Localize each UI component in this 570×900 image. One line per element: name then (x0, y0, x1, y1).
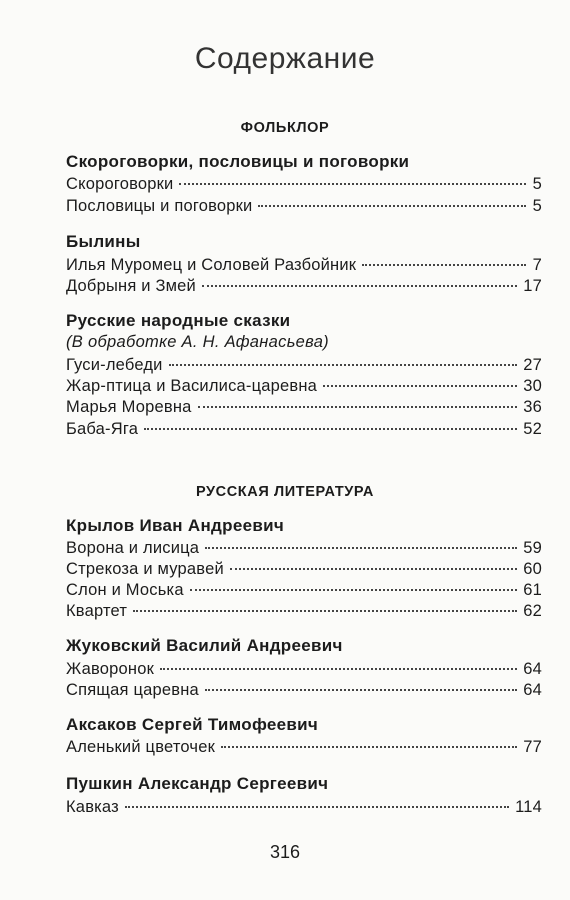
entry-title: Ворона и лисица (66, 539, 200, 557)
dot-leader (205, 547, 517, 549)
entry-title: Слон и Моська (66, 581, 184, 599)
entry-title: Кавказ (66, 798, 119, 816)
entry-page: 27 (523, 356, 542, 374)
entry-title: Жар-птица и Василиса-царевна (66, 377, 318, 395)
entry-title: Илья Муромец и Соловей Разбойник (66, 256, 357, 274)
toc-entry[interactable] (66, 175, 542, 197)
toc-entry[interactable] (66, 581, 542, 603)
entry-page: 60 (523, 560, 542, 578)
entry-page: 5 (532, 175, 542, 193)
group-note: (В обработке А. Н. Афанасьева) (66, 333, 329, 351)
toc-entry[interactable] (66, 356, 542, 378)
toc-entry[interactable] (66, 539, 542, 561)
entry-title: Баба-Яга (66, 420, 139, 438)
entry-title: Аленький цветочек (66, 738, 215, 756)
group-title: Жуковский Василий Андреевич (66, 636, 343, 655)
page-number: 316 (269, 842, 301, 862)
toc-entry[interactable] (66, 681, 542, 703)
entry-page: 36 (523, 398, 542, 416)
dot-leader (198, 406, 518, 408)
entry-title: Марья Моревна (66, 398, 192, 416)
group-title: Русские народные сказки (66, 311, 291, 330)
group-title: Пушкин Александр Сергеевич (66, 774, 329, 793)
toc-entry[interactable] (66, 798, 542, 820)
dot-leader (179, 183, 526, 185)
dot-leader (190, 589, 518, 591)
toc-entry[interactable] (66, 377, 542, 399)
dot-leader (362, 264, 526, 266)
entry-page: 59 (523, 539, 542, 557)
entry-title: Добрыня и Змей (66, 277, 196, 295)
page-title: Содержание (194, 42, 376, 75)
entry-title: Пословицы и поговорки (66, 197, 253, 215)
entry-title: Спящая царевна (66, 681, 199, 699)
entry-page: 61 (523, 581, 542, 599)
entry-page: 77 (523, 738, 542, 756)
dot-leader (125, 806, 509, 808)
entry-title: Гуси-лебеди (66, 356, 163, 374)
entry-title: Стрекоза и муравей (66, 560, 224, 578)
section-heading-russian-literature: РУССКАЯ ЛИТЕРАТУРА (195, 484, 375, 500)
group-title: Аксаков Сергей Тимофеевич (66, 715, 319, 734)
toc-entry[interactable] (66, 277, 542, 299)
toc-entry[interactable] (66, 560, 542, 582)
group-title: Скороговорки, пословицы и поговорки (66, 152, 410, 171)
entry-page: 64 (523, 660, 542, 678)
entry-page: 62 (523, 602, 542, 620)
dot-leader (230, 568, 517, 570)
dot-leader (323, 385, 517, 387)
section-heading-folklore: ФОЛЬКЛОР (240, 120, 330, 136)
entry-page: 30 (523, 377, 542, 395)
dot-leader (202, 285, 517, 287)
entry-page: 17 (523, 277, 542, 295)
toc-entry[interactable] (66, 197, 542, 219)
toc-entry[interactable] (66, 256, 542, 278)
dot-leader (169, 364, 518, 366)
group-title: Былины (66, 232, 141, 251)
toc-entry[interactable] (66, 738, 542, 760)
dot-leader (258, 205, 526, 207)
toc-entry[interactable] (66, 420, 542, 442)
toc-entry[interactable] (66, 660, 542, 682)
group-title: Крылов Иван Андреевич (66, 516, 285, 535)
toc-entry[interactable] (66, 602, 542, 624)
entry-title: Жаворонок (66, 660, 155, 678)
entry-page: 7 (532, 256, 542, 274)
dot-leader (160, 668, 517, 670)
toc-entry[interactable] (66, 398, 542, 420)
dot-leader (205, 689, 517, 691)
entry-page: 5 (532, 197, 542, 215)
entry-page: 114 (515, 798, 542, 816)
dot-leader (133, 610, 517, 612)
entry-title: Скороговорки (66, 175, 174, 193)
dot-leader (144, 428, 517, 430)
entry-title: Квартет (66, 602, 128, 620)
dot-leader (221, 746, 517, 748)
entry-page: 64 (523, 681, 542, 699)
entry-page: 52 (523, 420, 542, 438)
